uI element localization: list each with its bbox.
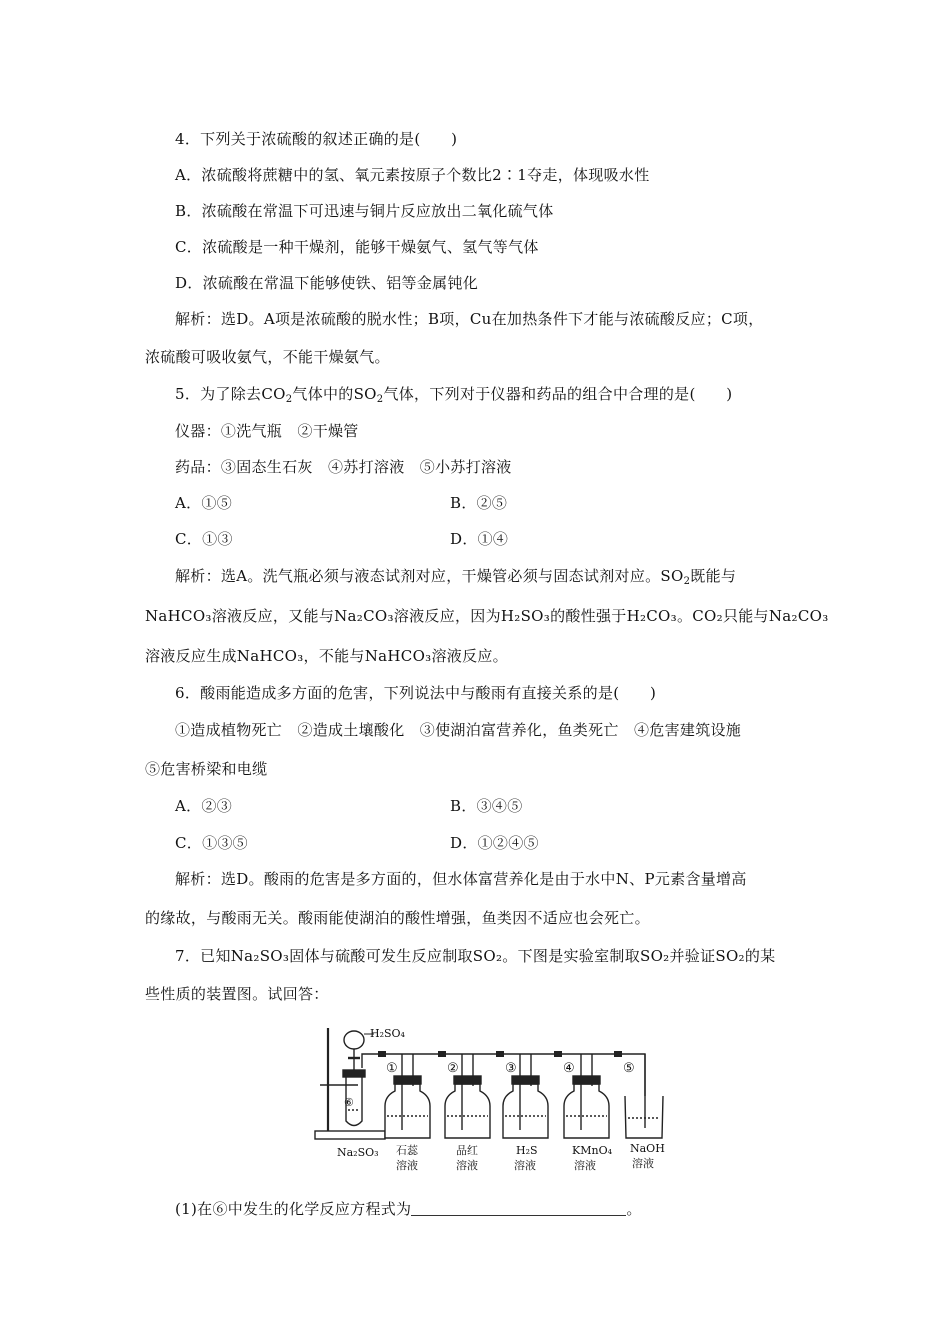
bottle-1-stopper [394, 1076, 421, 1084]
answer-blank[interactable] [411, 1201, 626, 1216]
q7-sub1: (1)在⑥中发生的化学反应方程式为 。 [175, 1200, 642, 1218]
q6-option-a: A．②③ [175, 797, 233, 815]
q6-analysis-line1: 解析：选D。酸雨的危害是多方面的，但水体富营养化是由于水中N、P元素含量增高 [175, 870, 747, 888]
connector [496, 1051, 504, 1057]
q5-option-b: B．②⑤ [450, 494, 508, 512]
bottle-1 [385, 1084, 430, 1138]
label-4: ④ [563, 1061, 575, 1076]
label-2: ② [447, 1061, 459, 1076]
q6-option-b: B．③④⑤ [450, 797, 523, 815]
bottle-2-stopper [454, 1076, 481, 1084]
label-generator: ⑥ [344, 1096, 354, 1109]
q5-analysis-line2: NaHCO₃溶液反应，又能与Na₂CO₃溶液反应，因为H₂SO₃的酸性强于H₂CO₃。CO₂只能与Na₂CO₃ [145, 607, 829, 625]
q5-option-c: C．①③ [175, 530, 233, 548]
bottle-3 [503, 1084, 548, 1138]
q6-option-d: D．①②④⑤ [450, 834, 539, 852]
label-b5b: 溶液 [632, 1157, 654, 1170]
q5-instruments: 仪器：①洗气瓶 ②干燥管 [175, 422, 359, 440]
q4-stem: 4．下列关于浓硫酸的叙述正确的是( ) [175, 130, 458, 148]
label-1: ① [386, 1061, 398, 1076]
q5-option-a: A．①⑤ [175, 494, 233, 512]
q4-analysis-line2: 浓硫酸可吸收氨气，不能干燥氨气。 [145, 348, 390, 366]
label-solid: Na₂SO₃ [337, 1146, 379, 1159]
label-b2b: 溶液 [456, 1159, 478, 1172]
label-b2a: 品红 [456, 1144, 478, 1157]
q5-reagents: 药品：③固态生石灰 ④苏打溶液 ⑤小苏打溶液 [175, 458, 512, 476]
q4-option-b: B．浓硫酸在常温下可迅速与铜片反应放出二氧化硫气体 [175, 202, 554, 220]
label-3: ③ [505, 1061, 517, 1076]
q6-items-line1: ①造成植物死亡 ②造成土壤酸化 ③使湖泊富营养化，鱼类死亡 ④危害建筑设施 [175, 721, 742, 739]
beaker-5 [625, 1096, 663, 1138]
connector [378, 1051, 386, 1057]
label-b1b: 溶液 [396, 1159, 418, 1172]
bottle-3-stopper [512, 1076, 539, 1084]
label-b5a: NaOH [630, 1142, 665, 1155]
connector [438, 1051, 446, 1057]
q6-option-c: C．①③⑤ [175, 834, 248, 852]
tube-stopper [343, 1070, 365, 1077]
q7-stem-line2: 些性质的装置图。试回答： [145, 985, 329, 1003]
q6-items-line2: ⑤危害桥梁和电缆 [145, 760, 268, 778]
q5-analysis-line3: 溶液反应生成NaHCO₃，不能与NaHCO₃溶液反应。 [145, 647, 508, 665]
q4-option-c: C．浓硫酸是一种干燥剂，能够干燥氨气、氢气等气体 [175, 238, 539, 256]
connector [614, 1051, 622, 1057]
bottle-4 [564, 1084, 609, 1138]
label-b1a: 石蕊 [396, 1144, 418, 1157]
apparatus-diagram [310, 1018, 670, 1183]
q6-analysis-line2: 的缘故，与酸雨无关。酸雨能使湖泊的酸性增强，鱼类因不适应也会死亡。 [145, 909, 650, 927]
label-acid: H₂SO₄ [370, 1027, 405, 1040]
label-5: ⑤ [623, 1061, 635, 1076]
q4-analysis-line1: 解析：选D。A项是浓硫酸的脱水性；B项，Cu在加热条件下才能与浓硫酸反应；C项， [175, 310, 764, 328]
label-b4a: KMnO₄ [572, 1144, 612, 1157]
q5-analysis-line1: 解析：选A。洗气瓶必须与液态试剂对应，干燥管必须与固态试剂对应。$SO_2$既能与 [175, 567, 737, 587]
bottle-4-stopper [573, 1076, 600, 1084]
bottle-2 [445, 1084, 490, 1138]
label-b4b: 溶液 [574, 1159, 596, 1172]
q4-option-d: D．浓硫酸在常温下能够使铁、铝等金属钝化 [175, 274, 479, 292]
q4-option-a: A．浓硫酸将蔗糖中的氢、氧元素按原子个数比2∶1夺走，体现吸水性 [175, 166, 650, 184]
separatory-funnel [344, 1031, 364, 1049]
label-b3a: H₂S [516, 1144, 538, 1157]
q7-stem-line1: 7．已知Na₂SO₃固体与硫酸可发生反应制取SO₂。下图是实验室制取SO₂并验证SO₂的某 [175, 947, 776, 965]
label-b3b: 溶液 [514, 1159, 536, 1172]
q5-option-d: D．①④ [450, 530, 509, 548]
stand-base [315, 1131, 385, 1139]
connector [554, 1051, 562, 1057]
q5-stem: 5．为了除去$CO_2$气体中的$SO_2$气体，下列对于仪器和药品的组合中合理的是( ) [175, 385, 733, 405]
q6-stem: 6．酸雨能造成多方面的危害，下列说法中与酸雨有直接关系的是( ) [175, 684, 657, 702]
